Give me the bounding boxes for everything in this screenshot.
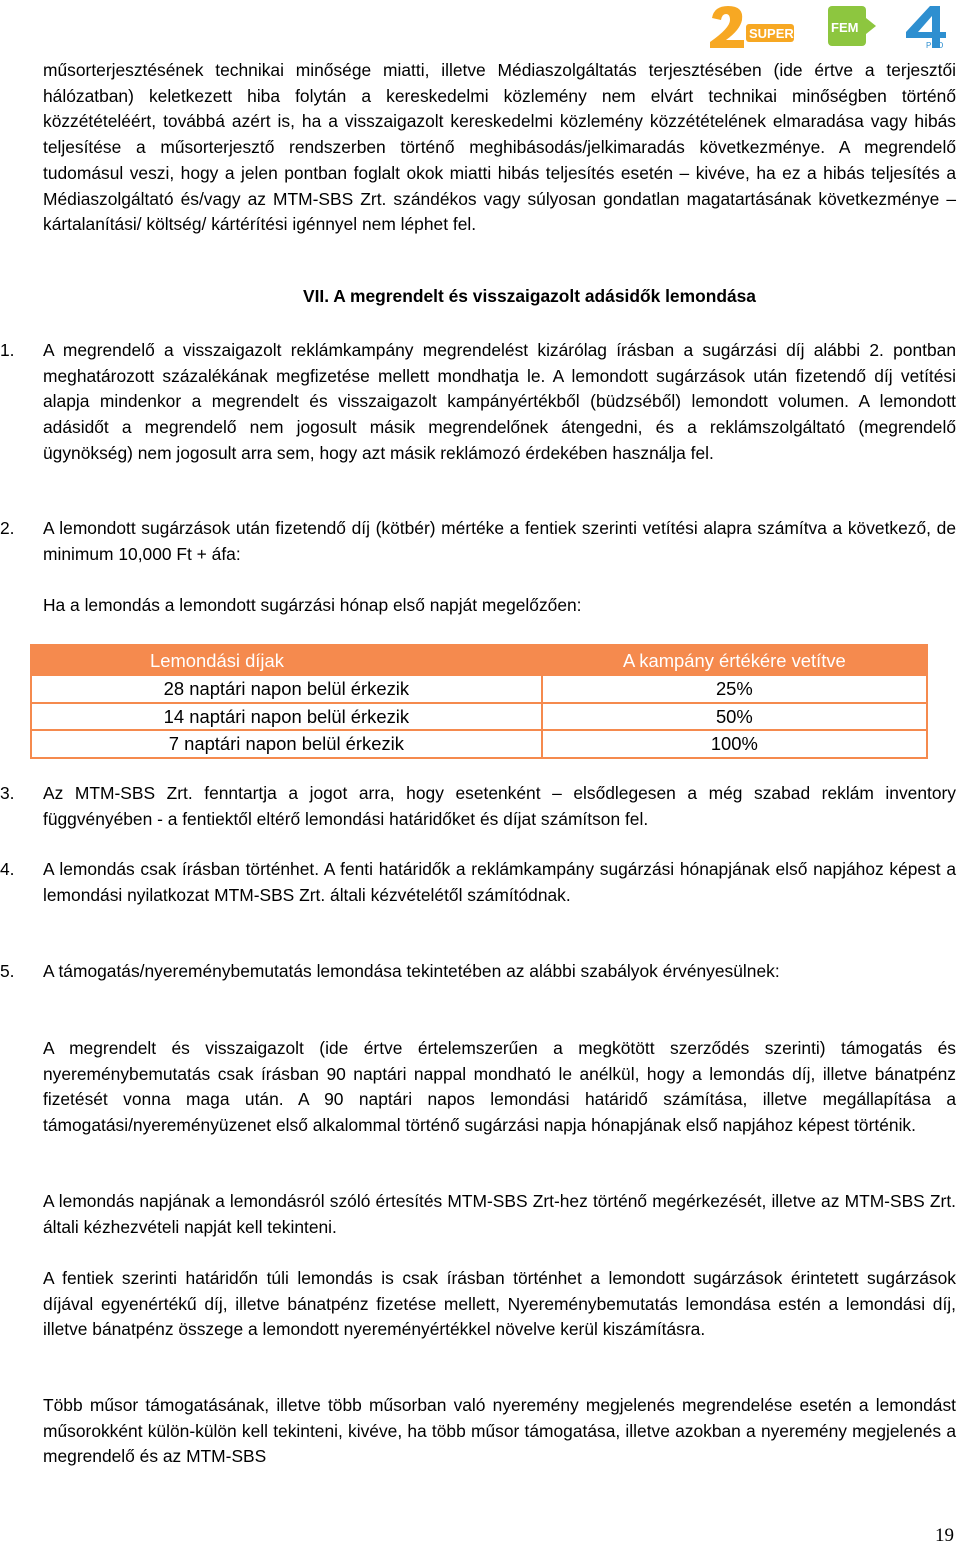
table-header-cell: A kampány értékére vetítve [542,645,927,675]
list-item: A támogatás/nyereménybemutatás lemondása tekintetében az alábbi szabályok érvényesülnek: [43,961,780,981]
logo-2-text: SUPER [749,26,794,41]
logo-fem3-icon [826,4,878,48]
logo-4-text: PRO [926,41,944,50]
table-cell: 7 naptári napon belül érkezik [31,730,542,758]
logo-3-text: FEM [831,20,859,35]
paragraph: A megrendelt és visszaigazolt (ide értve értelemszerűen a megkötött szerződés szerinti) támogatás és nyereménybemutatás csak írásban 90 naptári nappal mondható le anélkül, hogy a lemondás díj, illetve bánatpénz fizetését vonna maga után. A 90 naptári napos lemondási határidő számítása, illetve megállapítása a támogatási/nyereményüzenet első alkalommal történő sugárzási napja hónapjának első napjához képest történik. [43,1038,956,1136]
header-logos [708,4,950,52]
paragraph: Több műsor támogatásának, illetve több műsorban való nyeremény megjelenés megrendelése esetén a lemondást műsorokként külön-külön kell tekinteni, kivéve, ha több műsor támogatása, illetve azokban a nyeremény megjelenés a megrendelő és az MTM-SBS [43,1395,956,1467]
table-row [31,675,927,703]
table-header-row [31,645,927,675]
table-cell: 14 naptári napon belül érkezik [31,703,542,731]
paragraph: A lemondás napjának a lemondásról szóló értesítés MTM-SBS Zrt-hez történő megérkezését, illetve az MTM-SBS Zrt. általi kézhezvételi napját kell tekinteni. [43,1191,956,1237]
item-number: 4. [0,859,15,879]
table-cell: 25% [542,675,927,703]
table-cell: 100% [542,730,927,758]
table-cell: 28 naptári napon belül érkezik [31,675,542,703]
table-cell: 50% [542,703,927,731]
item-number: 5. [0,961,15,981]
table-row [31,703,927,731]
item-number: 2. [0,518,15,538]
section-heading: VII. A megrendelt és visszaigazolt adásidők lemondása [303,286,756,306]
logo-4-pro-icon [902,4,950,50]
page-number: 19 [935,1525,954,1546]
list-item: A lemondott sugárzások után fizetendő díj (kötbér) mértéke a fentiek szerinti vetítési alapra számítva a következő, de minimum 10,000 Ft + áfa: [43,518,956,564]
list-item: A megrendelő a visszaigazolt reklámkampány megrendelést kizárólag írásban a sugárzási díj alábbi 2. pontban meghatározott százalékának megfizetése mellett mondhatja le. A lemondott sugárzások után fizetendő díj vetítési alapja mindenkor a megrendelt és visszaigazolt kampányértékből (büdzséből) lemondott volumen. A lemondott adásidőt a megrendelő nem jogosult másik megrendelőnek átengedni, és a reklámszolgáltató (megrendelő ügynökség) nem jogosult arra sem, hogy azt másik reklámozó érdekében használja fel. [43,340,956,463]
table-intro: Ha a lemondás a lemondott sugárzási hónap első napját megelőzően: [43,595,582,615]
paragraph: A fentiek szerinti határidőn túli lemondás is csak írásban történhet a lemondott sugárzások érintetett sugárzások díjával egyenértékű díj, illetve bánatpénz fizetése mellett, Nyereménybemutatás lemondása estén a lemondási díj, illetve bánatpénz összege a lemondott nyereményértékkel növelve kerül kiszámításra. [43,1268,956,1340]
list-item: Az MTM-SBS Zrt. fenntartja a jogot arra, hogy esetenként – elsődlegesen a még szabad reklám inventory függvényében - a fentiektől eltérő lemondási határidőket és díjat számítson fel. [43,783,956,829]
intro-paragraph: műsorterjesztésének technikai minősége miatti, illetve Médiaszolgáltatás terjesztésében (ide értve a terjesztői hálózatban) keletkezett hiba folytán a kereskedelmi közlemény nem elvárt technikai minőségben történő közzétételéért, továbbá azért is, ha a visszaigazolt kereskedelmi közlemény közzétételének elmaradása vagy hibás teljesítése a műsorterjesztő rendszerben történő meghibásodás/jelkimaradás következménye. A megrendelő tudomásul veszi, hogy a jelen pontban foglalt okok miatti hibás teljesítés esetén – kivéve, ha ez a hibás teljesítés a Médiaszolgáltató és/vagy az MTM-SBS Zrt. szándékos vagy súlyosan gondatlan magatartásának következménye – kártalanítási/ költség/ kártérítési igénnyel nem léphet fel. [43,60,956,235]
table-header-cell: Lemondási díjak [31,645,542,675]
table-row [31,730,927,758]
item-number: 3. [0,783,15,803]
list-item: A lemondás csak írásban történhet. A fenti határidők a reklámkampány sugárzási hónapjának első napjához képest a lemondási nyilatkozat MTM-SBS Zrt. általi kézvételétől számítódnak. [43,859,956,905]
fee-table [30,644,928,759]
item-number: 1. [0,340,15,360]
logo-2-super-icon [708,4,796,50]
